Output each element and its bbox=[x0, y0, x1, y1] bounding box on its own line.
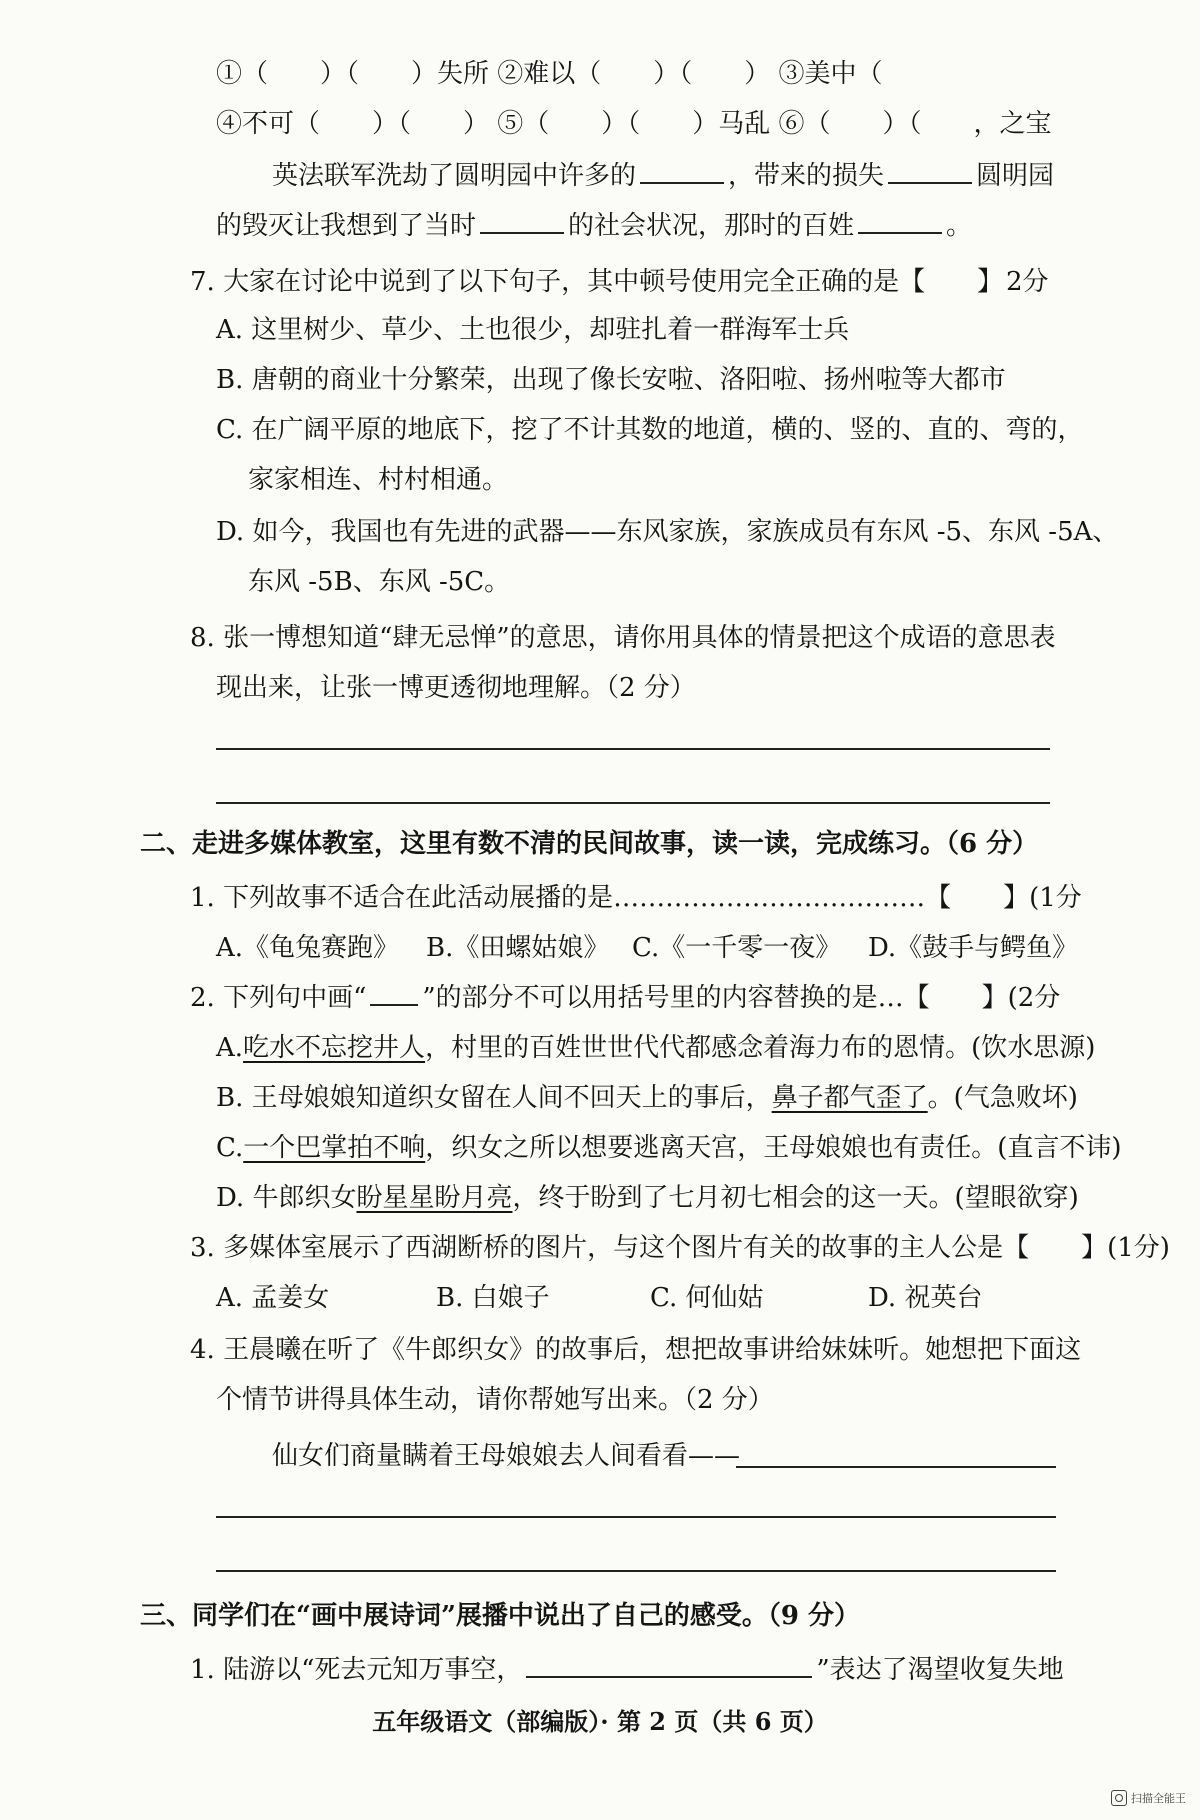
question-7: 7. 大家在讨论中说到了以下句子，其中顿号使用完全正确的是【 】 bbox=[190, 267, 1004, 297]
text: 。 bbox=[946, 211, 973, 241]
text: ，织女之所以想要逃离天宫，王母娘娘也有责任。(直言不讳) bbox=[425, 1133, 1122, 1163]
text: C. bbox=[216, 1133, 244, 1163]
scanner-logo-icon bbox=[1111, 1790, 1127, 1806]
fill-blank[interactable] bbox=[858, 206, 942, 234]
underlined-phrase: 鼻子都气歪了 bbox=[771, 1083, 928, 1113]
text: B. 王母娘娘知道织女留在人间不回天上的事后， bbox=[216, 1083, 772, 1113]
text: ，带来的损失 bbox=[728, 161, 885, 191]
scanner-watermark bbox=[1111, 1790, 1186, 1806]
text: 的毁灭让我想到了当时 bbox=[216, 211, 477, 241]
q7-option-c[interactable]: C. 在广阔平原的地底下，挖了不计其数的地道，横的、竖的、直的、弯的， bbox=[216, 415, 1084, 445]
text: D. 牛郎织女 bbox=[216, 1183, 357, 1213]
fill-blank[interactable] bbox=[888, 156, 972, 184]
s2-q2-option-d[interactable] bbox=[216, 1180, 1079, 1216]
paragraph-fill-line-1 bbox=[272, 156, 1054, 194]
q7-option-d-cont: 东风 -5B、东风 -5C。 bbox=[248, 567, 511, 597]
q7-option-a[interactable]: A. 这里树少、草少、土也很少，却驻扎着一群海军士兵 bbox=[216, 315, 850, 345]
underlined-phrase: 一个巴掌拍不响 bbox=[243, 1133, 426, 1163]
s2-q1-option-b[interactable]: B.《田螺姑娘》 bbox=[426, 933, 610, 963]
s2-q4-prompt bbox=[272, 1438, 740, 1474]
text: 。(气急败坏) bbox=[927, 1083, 1078, 1113]
question-8-cont: 现出来，让张一博更透彻地理解。（2 分） bbox=[216, 673, 696, 703]
s2-question-3: 3. 多媒体室展示了西湖断桥的图片，与这个图片有关的故事的主人公是【 】(1分) bbox=[190, 1233, 1170, 1263]
paragraph-fill-line-2 bbox=[216, 206, 972, 244]
s2-q1-option-d[interactable]: D.《鼓手与鳄鱼》 bbox=[868, 933, 1079, 963]
s2-question-4: 4. 王晨曦在听了《牛郎织女》的故事后，想把故事讲给妹妹听。她想把下面这 bbox=[190, 1335, 1082, 1365]
question-8: 8. 张一博想知道“肆无忌惮”的意思，请你用具体的情景把这个成语的意思表 bbox=[190, 623, 1056, 653]
watermark-text: 扫描全能王 bbox=[1131, 1792, 1186, 1805]
text: 1. 陆游以“死去元知万事空， bbox=[190, 1655, 523, 1685]
underline-sample bbox=[370, 982, 418, 1006]
fill-blank[interactable] bbox=[640, 156, 724, 184]
text: 圆明园 bbox=[976, 161, 1055, 191]
q7-option-b[interactable]: B. 唐朝的商业十分繁荣，出现了像长安啦、洛阳啦、扬州啦等大都市 bbox=[216, 365, 1006, 395]
answer-line[interactable] bbox=[216, 1516, 1056, 1518]
text: 的社会状况，那时的百姓 bbox=[568, 211, 855, 241]
underlined-phrase: 盼星星盼月亮 bbox=[356, 1183, 513, 1213]
s2-question-1: 1. 下列故事不适合在此活动展播的是………………………………【 】(1分 bbox=[190, 883, 1082, 913]
idiom-fill-row-2: ④不可（ ）（ ） ⑤（ ）（ ）马乱 ⑥（ ）（ ，之宝 bbox=[216, 109, 1052, 139]
s2-q3-option-a[interactable]: A. 孟姜女 bbox=[216, 1283, 330, 1313]
underlined-phrase: 吃水不忘挖井人 bbox=[243, 1033, 426, 1063]
fill-blank[interactable] bbox=[480, 206, 564, 234]
q7-option-d[interactable]: D. 如今，我国也有先进的武器——东风家族，家族成员有东风 -5、东风 -5A、 bbox=[216, 517, 1119, 547]
s2-q1-option-a[interactable]: A.《龟兔赛跑》 bbox=[216, 933, 400, 963]
s2-question-2 bbox=[190, 980, 1060, 1016]
idiom-fill-row-1: ①（ ）（ ）失所 ②难以（ ）（ ） ③美中（ bbox=[216, 59, 883, 89]
text: ”的部分不可以用括号里的内容替换的是…【 】(2分 bbox=[422, 983, 1061, 1013]
text: ”表达了渴望收复失地 bbox=[816, 1655, 1064, 1685]
text: ，村里的百姓世世代代都感念着海力布的恩情。(饮水思源) bbox=[425, 1033, 1096, 1063]
fill-blank[interactable] bbox=[526, 1650, 812, 1678]
s2-q2-option-b[interactable] bbox=[216, 1080, 1078, 1116]
answer-line[interactable] bbox=[216, 802, 1050, 804]
q7-option-c-cont: 家家相连、村村相通。 bbox=[248, 465, 509, 495]
s2-q1-option-c[interactable]: C.《一千零一夜》 bbox=[632, 933, 842, 963]
text: A. bbox=[216, 1033, 244, 1063]
s2-question-4-cont: 个情节讲得具体生动，请你帮她写出来。（2 分） bbox=[216, 1385, 774, 1415]
s2-q2-option-a[interactable] bbox=[216, 1030, 1095, 1066]
text: 2. 下列句中画“ bbox=[190, 983, 367, 1013]
section-3-heading: 三、同学们在“画中展诗词”展播中说出了自己的感受。（9 分） bbox=[140, 1601, 861, 1631]
text: 仙女们商量瞒着王母娘娘去人间看看—— bbox=[272, 1441, 741, 1471]
answer-line[interactable] bbox=[216, 748, 1050, 750]
answer-line[interactable] bbox=[216, 1570, 1056, 1572]
question-7-score: 2分 bbox=[1006, 267, 1049, 297]
s3-question-1 bbox=[190, 1650, 1064, 1688]
s2-q2-option-c[interactable] bbox=[216, 1130, 1122, 1166]
section-2-heading: 二、走进多媒体教室，这里有数不清的民间故事，读一读，完成练习。（6 分） bbox=[140, 829, 1039, 859]
s2-q3-option-d[interactable]: D. 祝英台 bbox=[868, 1283, 983, 1313]
text: ，终于盼到了七月初七相会的这一天。(望眼欲穿) bbox=[512, 1183, 1079, 1213]
s2-q3-option-b[interactable]: B. 白娘子 bbox=[436, 1283, 550, 1313]
text: 英法联军洗劫了圆明园中许多的 bbox=[272, 161, 637, 191]
answer-line[interactable] bbox=[736, 1466, 1056, 1468]
s2-q3-option-c[interactable]: C. 何仙姑 bbox=[650, 1283, 764, 1313]
page-footer: 五年级语文（部编版）· 第 2 页（共 6 页） bbox=[372, 1707, 828, 1736]
